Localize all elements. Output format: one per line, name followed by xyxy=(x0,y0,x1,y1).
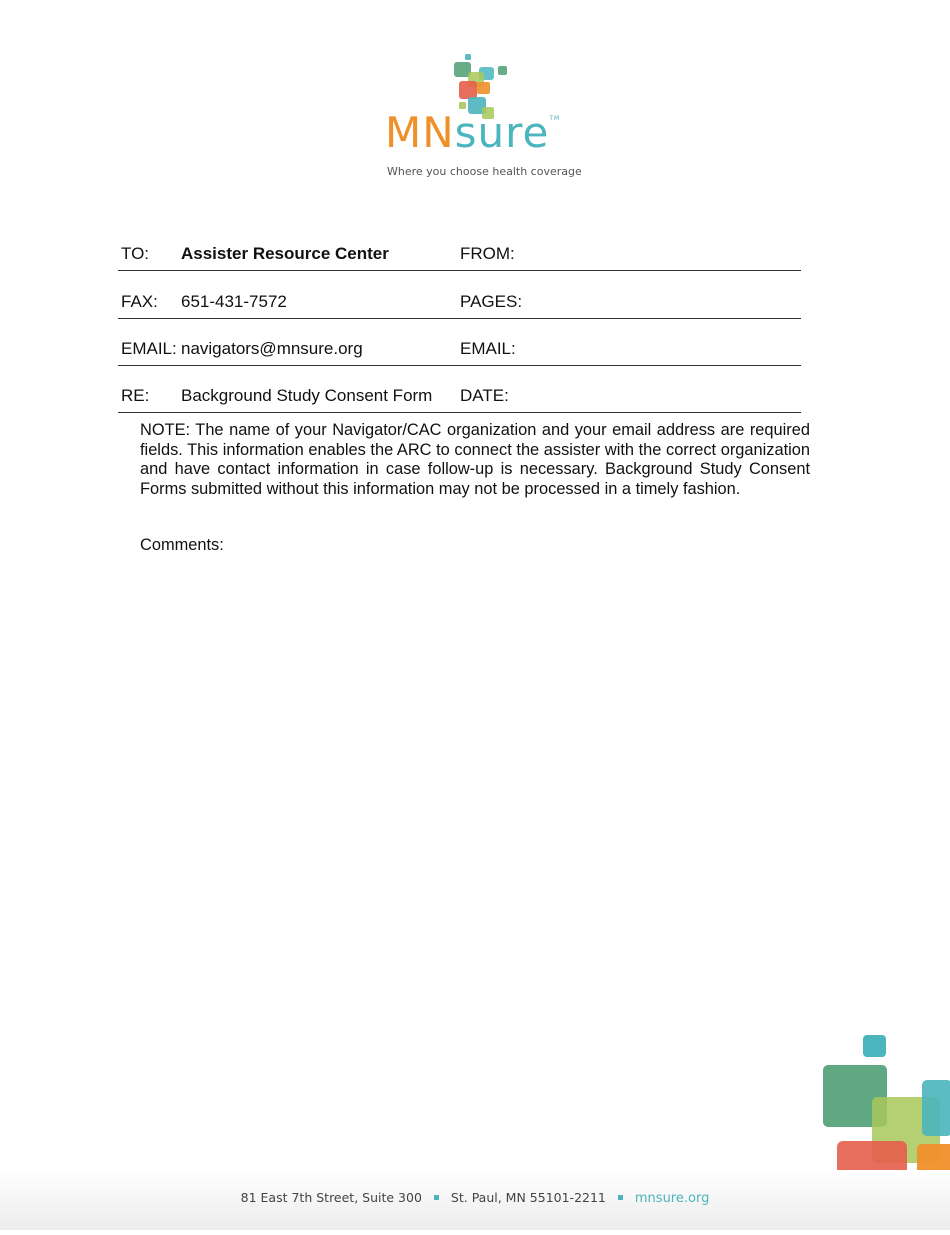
footer xyxy=(0,1190,950,1206)
to-row xyxy=(118,240,801,271)
date-label: DATE: xyxy=(460,386,509,405)
from-label: FROM: xyxy=(460,244,515,263)
pages-label: PAGES: xyxy=(460,292,523,311)
separator-dot-icon xyxy=(618,1195,623,1200)
note-paragraph: NOTE: The name of your Navigator/CAC organization and your email address are required fields. This information enables the ARC to connect the assister with the correct organization and have contact information in case follow-up is necessary. Background Study Consent Forms submitted without this information may not be processed in a timely fashion. xyxy=(140,421,810,498)
logo-tagline: Where you choose health coverage xyxy=(387,165,582,178)
re-label: RE: xyxy=(121,386,150,405)
fax-label: FAX: xyxy=(121,292,158,311)
brand-sure: sure xyxy=(454,108,550,157)
brand-wordmark xyxy=(385,108,561,157)
re-value: Background Study Consent Form xyxy=(181,386,433,405)
separator-dot-icon xyxy=(434,1195,439,1200)
comments-label: Comments: xyxy=(140,536,224,554)
fax-value: 651-431-7572 xyxy=(181,292,287,311)
trademark: TM xyxy=(549,115,561,122)
footer-website-link[interactable]: mnsure.org xyxy=(634,1191,710,1206)
re-row xyxy=(118,382,801,413)
mnsure-logo xyxy=(380,50,580,180)
email-value: navigators@mnsure.org xyxy=(181,339,363,358)
email-row xyxy=(118,335,801,366)
to-value: Assister Resource Center xyxy=(181,244,389,263)
footer-address: 81 East 7th Street, Suite 300 xyxy=(240,1190,422,1205)
email-label: EMAIL: xyxy=(121,339,177,358)
footer-city: St. Paul, MN 55101-2211 xyxy=(450,1190,606,1205)
to-label: TO: xyxy=(121,244,150,263)
brand-mn: MN xyxy=(385,108,455,157)
fax-row xyxy=(118,288,801,319)
email-right-label: EMAIL: xyxy=(460,339,516,358)
